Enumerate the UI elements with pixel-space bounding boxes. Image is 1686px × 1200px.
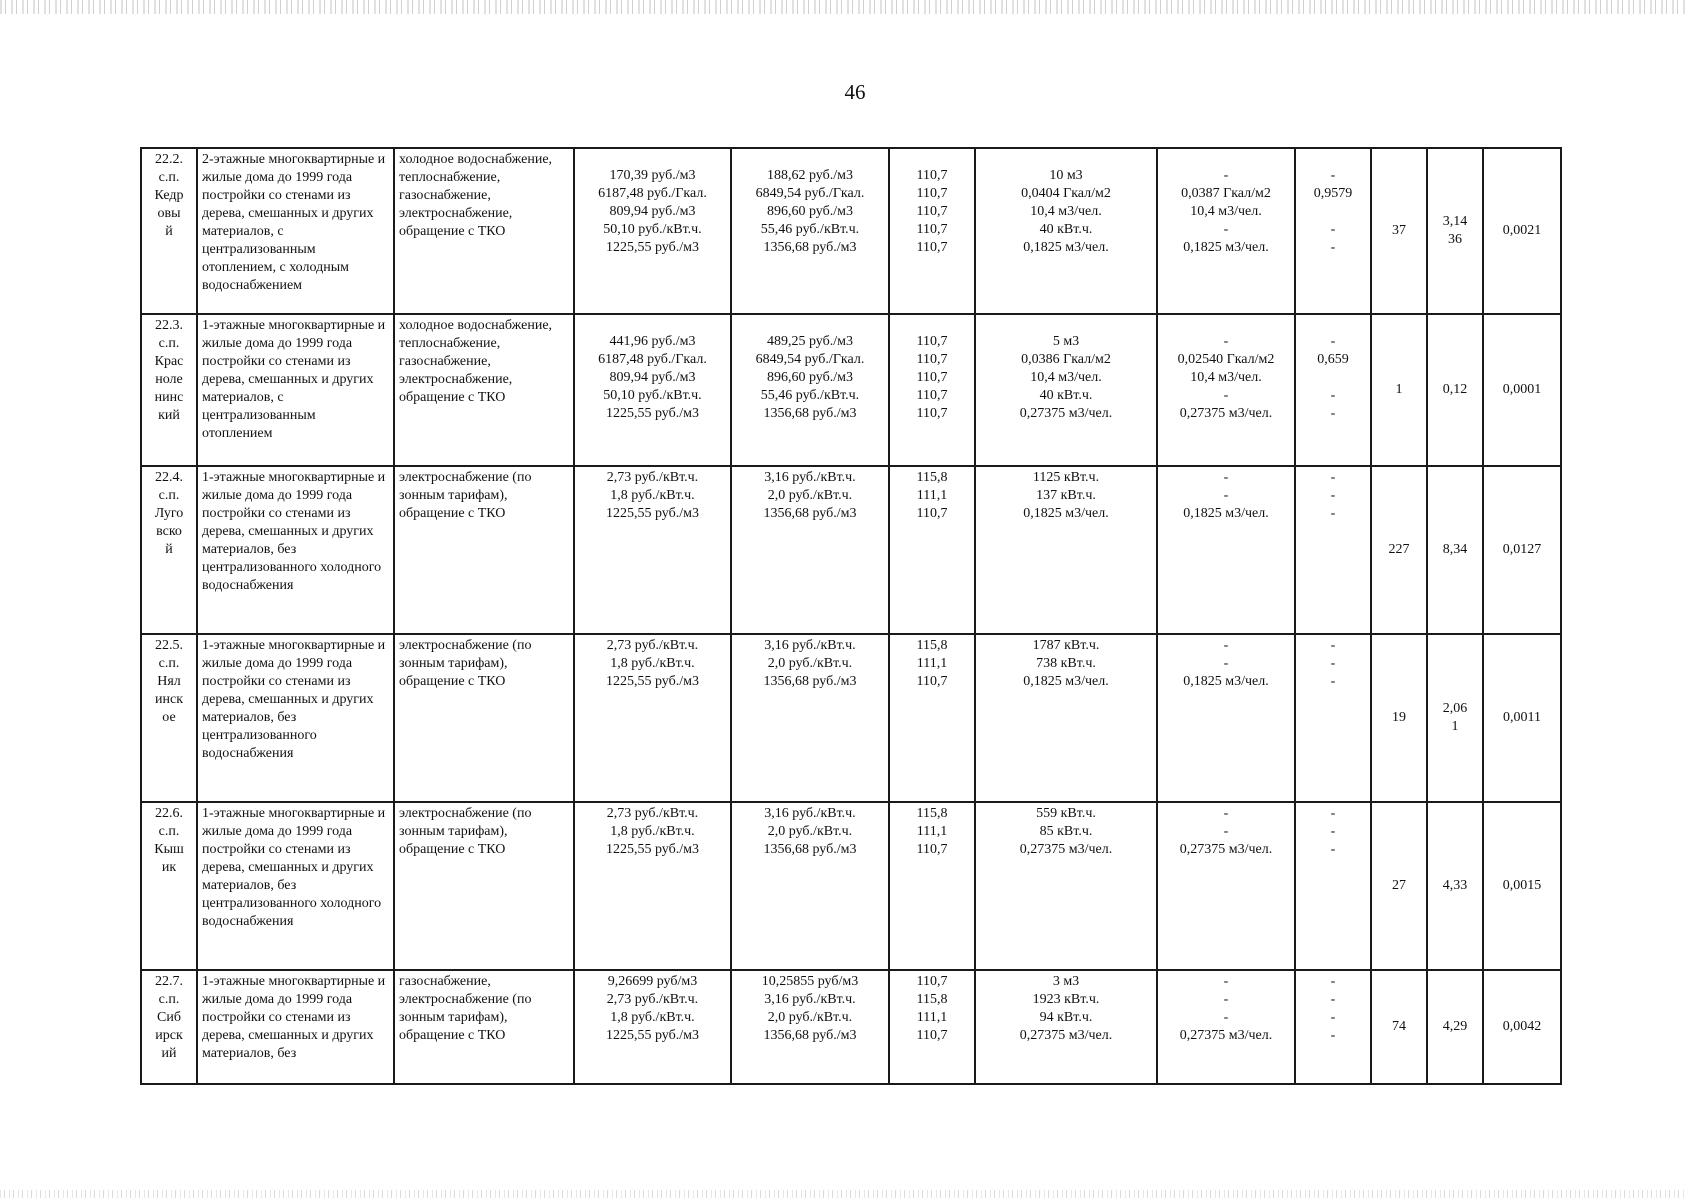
- table-row: [141, 148, 1561, 314]
- index-line: 110,7: [916, 842, 948, 857]
- index-cell: [889, 466, 975, 634]
- index-line: 111,1: [916, 656, 948, 671]
- tariff_1-line: 1225,55 руб./м3: [605, 674, 699, 689]
- tariff_2-line: 55,46 руб./кВт.ч.: [760, 222, 860, 237]
- tariff_2-line: 3,16 руб./кВт.ч.: [764, 806, 856, 821]
- tariff_2-line: 6849,54 руб./Гкал.: [755, 352, 865, 367]
- coef-line: -: [1330, 240, 1336, 255]
- tariff_1-line: 1,8 руб./кВт.ч.: [610, 488, 695, 503]
- coef-line: -: [1330, 974, 1336, 989]
- norm-cell: [975, 634, 1157, 802]
- services-text: холодное водоснабжение, теплоснабжение, газоснабжение, электроснабжение, обращение с ТКО: [399, 152, 553, 239]
- row-id-cell: [141, 148, 197, 314]
- tariff_2-line: 2,0 руб./кВт.ч.: [767, 824, 853, 839]
- coef-line: -: [1330, 388, 1336, 403]
- index-line: 110,7: [916, 186, 948, 201]
- id-line: Кыш: [154, 842, 184, 857]
- tariff_2-line: 1356,68 руб./м3: [763, 674, 857, 689]
- id-line: Нял: [157, 674, 181, 689]
- index-line: 110,7: [916, 406, 948, 421]
- coef-line: -: [1330, 842, 1336, 857]
- norm-line: 94 кВт.ч.: [1039, 1010, 1093, 1025]
- volume-cell: [1157, 634, 1295, 802]
- tariff-1-cell: [574, 634, 731, 802]
- tariff_2-line: 489,25 руб./м3: [766, 334, 853, 349]
- volume-line: 0,27375 м3/чел.: [1179, 842, 1273, 857]
- index-line: 115,8: [916, 992, 948, 1007]
- services-text: газоснабжение, электроснабжение (по зонным тарифам), обращение с ТКО: [399, 974, 532, 1043]
- index-line: 115,8: [916, 806, 948, 821]
- coef-line: -: [1330, 1028, 1336, 1043]
- volume-cell: [1157, 148, 1295, 314]
- description-text: 1-этажные многоквартирные и жилые дома до 1999 года постройки со стенами из дерева, смешанных и других материалов, с централизованным отоплением: [202, 318, 386, 441]
- norm-line: 40 кВт.ч.: [1039, 222, 1093, 237]
- count-cell: 19: [1371, 634, 1427, 802]
- services-text: электроснабжение (по зонным тарифам), обращение с ТКО: [399, 470, 532, 521]
- volume-line: -: [1223, 656, 1229, 671]
- tariff_1-line: 1225,55 руб./м3: [605, 506, 699, 521]
- coef-line: 0,659: [1317, 352, 1349, 367]
- coef-cell: [1295, 634, 1371, 802]
- share-line: 36: [1448, 232, 1462, 247]
- share-cell: [1427, 634, 1483, 802]
- share-line: 1: [1451, 719, 1459, 734]
- norm-cell: [975, 148, 1157, 314]
- id-line: 22.6.: [155, 806, 183, 821]
- tariff-1-cell: [574, 314, 731, 466]
- tariff_1-line: 1225,55 руб./м3: [605, 240, 699, 255]
- share-cell: [1427, 314, 1483, 466]
- volume-line: -: [1223, 470, 1229, 485]
- norm-line: 0,0404 Гкал/м2: [1021, 186, 1111, 201]
- tariff_1-line: 1,8 руб./кВт.ч.: [610, 656, 695, 671]
- volume-line: 0,1825 м3/чел.: [1183, 506, 1269, 521]
- index-line: 110,7: [916, 168, 948, 183]
- tariff_2-line: 1356,68 руб./м3: [763, 506, 857, 521]
- norm-line: 0,1825 м3/чел.: [1023, 240, 1109, 255]
- services-text: холодное водоснабжение, теплоснабжение, газоснабжение, электроснабжение, обращение с ТКО: [399, 318, 553, 405]
- description-cell: [197, 970, 394, 1084]
- share-line: 8,34: [1442, 542, 1468, 557]
- index-line: 110,7: [916, 370, 948, 385]
- tariff_1-line: 2,73 руб./кВт.ч.: [606, 992, 699, 1007]
- share-line: 0,12: [1442, 382, 1468, 397]
- scan-edge-top: [0, 0, 1686, 14]
- tariff-2-cell: [731, 466, 889, 634]
- tariff-table: [140, 147, 1562, 1085]
- description-text: 2-этажные многоквартирные и жилые дома до 1999 года постройки со стенами из дерева, смешанных и других материалов, с централизованным отоплением, с холодным водоснабжением: [202, 152, 386, 293]
- index-line: 110,7: [916, 388, 948, 403]
- coef-line: -: [1330, 222, 1336, 237]
- norm-line: 0,1825 м3/чел.: [1023, 674, 1109, 689]
- tariff_2-line: 3,16 руб./кВт.ч.: [764, 470, 856, 485]
- norm-line: 0,27375 м3/чел.: [1019, 842, 1113, 857]
- id-line: Луго: [154, 506, 184, 521]
- id-line: с.п.: [158, 170, 180, 185]
- services-cell: [394, 466, 574, 634]
- coef-cell: [1295, 314, 1371, 466]
- description-cell: [197, 148, 394, 314]
- table-row: [141, 970, 1561, 1084]
- count-cell: 37: [1371, 148, 1427, 314]
- id-line: ое: [162, 710, 176, 725]
- id-line: 22.2.: [155, 152, 183, 167]
- services-text: электроснабжение (по зонным тарифам), обращение с ТКО: [399, 638, 532, 689]
- tariff_1-line: 1225,55 руб./м3: [605, 842, 699, 857]
- tariff_1-line: 6187,48 руб./Гкал.: [598, 352, 707, 367]
- volume-line: -: [1223, 1010, 1229, 1025]
- index-line: 110,7: [916, 240, 948, 255]
- description-text: 1-этажные многоквартирные и жилые дома до 1999 года постройки со стенами из дерева, смешанных и других материалов, без централизованного холодного водоснабжения: [202, 806, 386, 929]
- norm-line: 0,1825 м3/чел.: [1023, 506, 1109, 521]
- id-line: 22.5.: [155, 638, 183, 653]
- tariff_1-line: 1,8 руб./кВт.ч.: [610, 1010, 695, 1025]
- coef-line: -: [1330, 168, 1336, 183]
- volume-cell: [1157, 802, 1295, 970]
- table-body: [141, 148, 1561, 1084]
- services-cell: [394, 802, 574, 970]
- ratio-cell: 0,0015: [1483, 802, 1561, 970]
- coef-line: -: [1330, 656, 1336, 671]
- description-text: 1-этажные многоквартирные и жилые дома до 1999 года постройки со стенами из дерева, смешанных и других материалов, без: [202, 974, 386, 1061]
- tariff_1-line: 2,73 руб./кВт.ч.: [606, 806, 699, 821]
- index-cell: [889, 802, 975, 970]
- tariff_1-line: 9,26699 руб/м3: [607, 974, 698, 989]
- index-line: 115,8: [916, 638, 948, 653]
- volume-line: -: [1223, 974, 1229, 989]
- tariff_1-line: 50,10 руб./кВт.ч.: [603, 388, 702, 403]
- volume-line: 0,27375 м3/чел.: [1179, 1028, 1273, 1043]
- coef-cell: [1295, 466, 1371, 634]
- ratio-cell: 0,0021: [1483, 148, 1561, 314]
- index-cell: [889, 634, 975, 802]
- index-line: 111,1: [916, 824, 948, 839]
- description-cell: [197, 634, 394, 802]
- norm-line: 1923 кВт.ч.: [1032, 992, 1100, 1007]
- table-row: [141, 466, 1561, 634]
- coef-cell: [1295, 802, 1371, 970]
- volume-line: -: [1223, 334, 1229, 349]
- index-line: 111,1: [916, 488, 948, 503]
- tariff_2-line: 6849,54 руб./Гкал.: [755, 186, 865, 201]
- norm-line: 40 кВт.ч.: [1039, 388, 1093, 403]
- index-cell: [889, 314, 975, 466]
- norm-line: 1125 кВт.ч.: [1032, 470, 1100, 485]
- tariff-1-cell: [574, 148, 731, 314]
- id-line: 22.4.: [155, 470, 183, 485]
- coef-line: [1300, 369, 1366, 387]
- id-line: с.п.: [158, 992, 180, 1007]
- share-cell: [1427, 802, 1483, 970]
- description-cell: [197, 314, 394, 466]
- norm-cell: [975, 802, 1157, 970]
- tariff_1-line: 50,10 руб./кВт.ч.: [603, 222, 702, 237]
- coef-line: -: [1330, 992, 1336, 1007]
- tariff-2-cell: [731, 148, 889, 314]
- norm-line: 10 м3: [1049, 168, 1083, 183]
- volume-line: -: [1223, 488, 1229, 503]
- id-line: с.п.: [158, 656, 180, 671]
- volume-line: 0,02540 Гкал/м2: [1177, 352, 1275, 367]
- volume-cell: [1157, 314, 1295, 466]
- norm-cell: [975, 314, 1157, 466]
- id-line: 22.3.: [155, 318, 183, 333]
- tariff_2-line: 2,0 руб./кВт.ч.: [767, 656, 853, 671]
- tariff_1-line: 6187,48 руб./Гкал.: [598, 186, 707, 201]
- tariff_2-line: 1356,68 руб./м3: [763, 406, 857, 421]
- tariff_2-line: 188,62 руб./м3: [766, 168, 853, 183]
- tariff_2-line: 1356,68 руб./м3: [763, 1028, 857, 1043]
- index-line: 111,1: [916, 1010, 948, 1025]
- volume-line: -: [1223, 824, 1229, 839]
- share-line: 4,29: [1442, 1019, 1468, 1034]
- volume-cell: [1157, 466, 1295, 634]
- volume-cell: [1157, 970, 1295, 1084]
- tariff_1-line: 2,73 руб./кВт.ч.: [606, 470, 699, 485]
- norm-line: 10,4 м3/чел.: [1030, 204, 1102, 219]
- index-line: 110,7: [916, 352, 948, 367]
- norm-line: 5 м3: [1052, 334, 1080, 349]
- tariff-1-cell: [574, 802, 731, 970]
- row-id-cell: [141, 314, 197, 466]
- id-line: Кедр: [154, 188, 184, 203]
- table-row: [141, 634, 1561, 802]
- tariff_1-line: 1225,55 руб./м3: [605, 406, 699, 421]
- services-cell: [394, 634, 574, 802]
- ratio-cell: 0,0011: [1483, 634, 1561, 802]
- tariff_2-line: 2,0 руб./кВт.ч.: [767, 1010, 853, 1025]
- tariff_2-line: 55,46 руб./кВт.ч.: [760, 388, 860, 403]
- tariff_2-line: 3,16 руб./кВт.ч.: [764, 992, 856, 1007]
- description-text: 1-этажные многоквартирные и жилые дома до 1999 года постройки со стенами из дерева, смешанных и других материалов, без централизованного водоснабжения: [202, 638, 386, 761]
- id-line: кий: [158, 408, 180, 423]
- id-line: с.п.: [158, 336, 180, 351]
- norm-line: 0,27375 м3/чел.: [1019, 406, 1113, 421]
- index-line: 110,7: [916, 222, 948, 237]
- coef-line: -: [1330, 638, 1336, 653]
- norm-cell: [975, 970, 1157, 1084]
- page-number: 46: [844, 80, 866, 104]
- share-cell: [1427, 148, 1483, 314]
- id-line: нинс: [154, 390, 184, 405]
- share-line: 3,14: [1442, 214, 1468, 229]
- tariff-2-cell: [731, 802, 889, 970]
- row-id-cell: [141, 466, 197, 634]
- ratio-cell: 0,0042: [1483, 970, 1561, 1084]
- tariff_1-line: 1225,55 руб./м3: [605, 1028, 699, 1043]
- tariff_2-line: 2,0 руб./кВт.ч.: [767, 488, 853, 503]
- services-cell: [394, 148, 574, 314]
- count-cell: 227: [1371, 466, 1427, 634]
- id-line: Сиб: [157, 1010, 181, 1025]
- coef-line: -: [1330, 334, 1336, 349]
- id-line: ий: [161, 1046, 177, 1061]
- norm-line: 0,27375 м3/чел.: [1019, 1028, 1113, 1043]
- volume-line: -: [1223, 388, 1229, 403]
- coef-line: -: [1330, 470, 1336, 485]
- norm-line: 10,4 м3/чел.: [1030, 370, 1102, 385]
- id-line: ирск: [155, 1028, 183, 1043]
- id-line: инск: [155, 692, 183, 707]
- coef-line: 0,9579: [1313, 186, 1353, 201]
- norm-line: 137 кВт.ч.: [1036, 488, 1096, 503]
- volume-line: 0,1825 м3/чел.: [1183, 240, 1269, 255]
- norm-line: 0,0386 Гкал/м2: [1021, 352, 1111, 367]
- tariff_2-line: 896,60 руб./м3: [766, 204, 853, 219]
- ratio-cell: 0,0001: [1483, 314, 1561, 466]
- volume-line: 10,4 м3/чел.: [1190, 370, 1262, 385]
- coef-line: -: [1330, 824, 1336, 839]
- id-line: с.п.: [158, 824, 180, 839]
- description-cell: [197, 802, 394, 970]
- norm-cell: [975, 466, 1157, 634]
- norm-line: 3 м3: [1052, 974, 1080, 989]
- volume-line: -: [1223, 168, 1229, 183]
- table-row: [141, 314, 1561, 466]
- index-cell: [889, 148, 975, 314]
- norm-line: 85 кВт.ч.: [1039, 824, 1093, 839]
- tariff_2-line: 1356,68 руб./м3: [763, 842, 857, 857]
- tariff_1-line: 809,94 руб./м3: [609, 370, 696, 385]
- tariff_1-line: 441,96 руб./м3: [609, 334, 696, 349]
- description-text: 1-этажные многоквартирные и жилые дома до 1999 года постройки со стенами из дерева, смешанных и других материалов, без централизованного холодного водоснабжения: [202, 470, 386, 593]
- tariff_1-line: 2,73 руб./кВт.ч.: [606, 638, 699, 653]
- id-line: вско: [156, 524, 182, 539]
- volume-line: -: [1223, 222, 1229, 237]
- id-line: 22.7.: [155, 974, 183, 989]
- volume-line: 0,1825 м3/чел.: [1183, 674, 1269, 689]
- count-cell: 1: [1371, 314, 1427, 466]
- coef-line: -: [1330, 806, 1336, 821]
- count-cell: 74: [1371, 970, 1427, 1084]
- norm-line: 559 кВт.ч.: [1036, 806, 1096, 821]
- coef-line: -: [1330, 674, 1336, 689]
- tariff_2-line: 896,60 руб./м3: [766, 370, 853, 385]
- id-line: й: [165, 224, 173, 239]
- scan-edge-bottom: [0, 1190, 1686, 1198]
- share-cell: [1427, 970, 1483, 1084]
- ratio-cell: 0,0127: [1483, 466, 1561, 634]
- tariff-1-cell: [574, 970, 731, 1084]
- services-text: электроснабжение (по зонным тарифам), обращение с ТКО: [399, 806, 532, 857]
- row-id-cell: [141, 634, 197, 802]
- share-line: 4,33: [1442, 878, 1468, 893]
- tariff_2-line: 3,16 руб./кВт.ч.: [764, 638, 856, 653]
- tariff-2-cell: [731, 970, 889, 1084]
- tariff_1-line: 809,94 руб./м3: [609, 204, 696, 219]
- services-cell: [394, 314, 574, 466]
- count-cell: 27: [1371, 802, 1427, 970]
- tariff-2-cell: [731, 634, 889, 802]
- tariff_1-line: 170,39 руб./м3: [609, 168, 696, 183]
- index-line: 110,7: [916, 674, 948, 689]
- index-line: 110,7: [916, 1028, 948, 1043]
- id-line: ноле: [155, 372, 183, 387]
- volume-line: -: [1223, 638, 1229, 653]
- index-line: 115,8: [916, 470, 948, 485]
- index-line: 110,7: [916, 506, 948, 521]
- description-cell: [197, 466, 394, 634]
- volume-line: 0,0387 Гкал/м2: [1181, 186, 1271, 201]
- index-cell: [889, 970, 975, 1084]
- tariff_2-line: 10,25855 руб/м3: [761, 974, 859, 989]
- volume-line: -: [1223, 806, 1229, 821]
- tariff_1-line: 1,8 руб./кВт.ч.: [610, 824, 695, 839]
- index-line: 110,7: [916, 974, 948, 989]
- share-cell: [1427, 466, 1483, 634]
- volume-line: 0,27375 м3/чел.: [1179, 406, 1273, 421]
- table-row: [141, 802, 1561, 970]
- norm-line: 738 кВт.ч.: [1036, 656, 1096, 671]
- coef-line: -: [1330, 488, 1336, 503]
- norm-line: 1787 кВт.ч.: [1032, 638, 1100, 653]
- id-line: ик: [161, 860, 177, 875]
- coef-line: -: [1330, 506, 1336, 521]
- volume-line: -: [1223, 992, 1229, 1007]
- row-id-cell: [141, 970, 197, 1084]
- coef-line: [1300, 203, 1366, 221]
- coef-line: -: [1330, 406, 1336, 421]
- coef-cell: [1295, 970, 1371, 1084]
- row-id-cell: [141, 802, 197, 970]
- coef-line: -: [1330, 1010, 1336, 1025]
- volume-line: 10,4 м3/чел.: [1190, 204, 1262, 219]
- coef-cell: [1295, 148, 1371, 314]
- tariff_2-line: 1356,68 руб./м3: [763, 240, 857, 255]
- index-line: 110,7: [916, 334, 948, 349]
- id-line: Крас: [154, 354, 184, 369]
- tariff-1-cell: [574, 466, 731, 634]
- tariff-2-cell: [731, 314, 889, 466]
- id-line: й: [165, 542, 173, 557]
- id-line: овы: [157, 206, 181, 221]
- id-line: с.п.: [158, 488, 180, 503]
- index-line: 110,7: [916, 204, 948, 219]
- share-line: 2,06: [1442, 701, 1468, 716]
- services-cell: [394, 970, 574, 1084]
